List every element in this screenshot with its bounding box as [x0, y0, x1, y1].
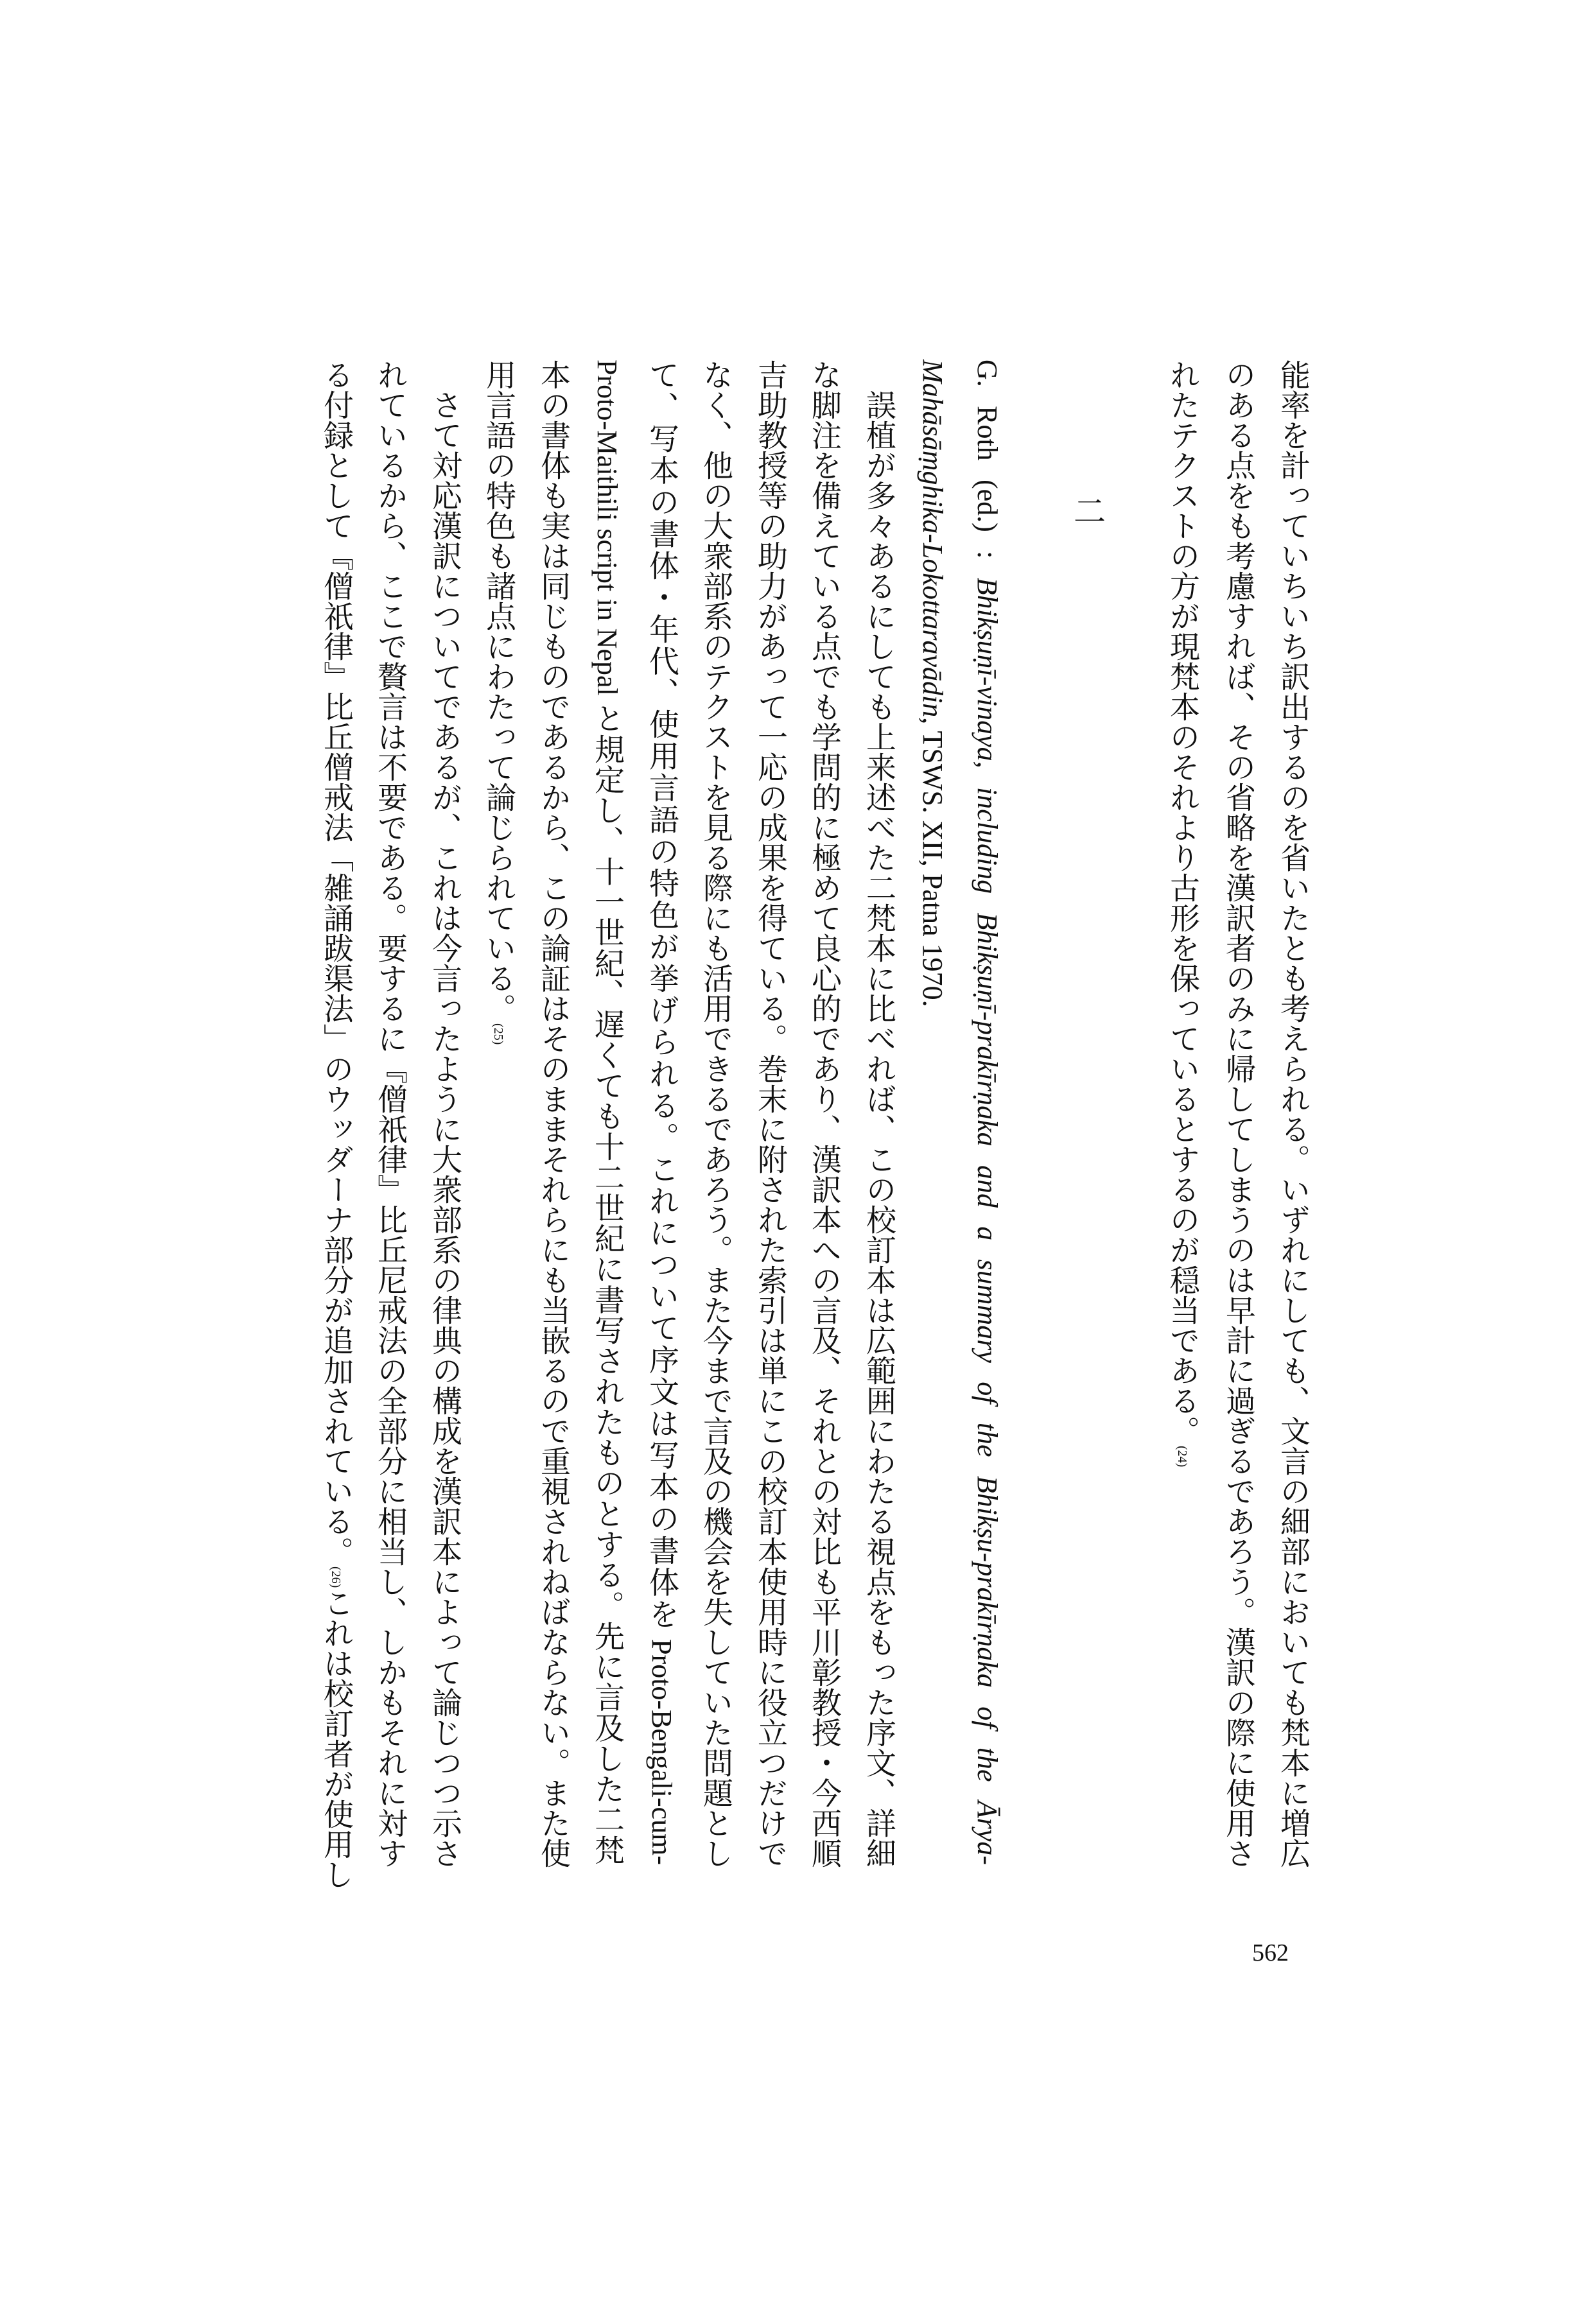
text-column [1155, 360, 1210, 1865]
column-text: れたテクストの方が現梵本のそれより古形を保っているとするのが穏当である。 [1165, 360, 1200, 1446]
section-heading: 二 [1068, 494, 1106, 526]
text-column: れているから、ここで贅言は不要である。要するに『僧祇律』比丘尼戒法の全部分に相当し、しかもそれに対す [372, 360, 408, 1868]
text-column: なく、他の大衆部系のテクストを見る際にも活用できるであろう。また今まで言及の機会を失していた問題とし [698, 360, 733, 1868]
text-column: さて対応漢訳についてであるが、これは今言ったように大衆部系の律典の構成を漢訳本によって論じつつ示さ [427, 390, 462, 1868]
citation-author: G. Roth (ed.) : [972, 360, 1003, 578]
latin-text: Proto-Bengali-cum- [646, 1630, 677, 1865]
bibliography-line [905, 360, 960, 1865]
citation-series: , TSWS. XII, Patna 1970. [917, 717, 948, 1007]
text-column [309, 360, 363, 1890]
column-text: て、写本の書体・年代、使用言語の特色が挙げられる。これについて序文は写本の書体を [644, 360, 679, 1631]
text-column [580, 360, 634, 1865]
text-column: 吉助教授等の助力があって一応の成果を得ている。巻末に附された索引は単にこの校訂本使用時に役立つだけで [753, 360, 788, 1868]
footnote-ref[interactable]: (24) [1175, 1446, 1189, 1468]
bibliography-line [960, 360, 1015, 1865]
column-text: これは校訂者が使用し [318, 1588, 354, 1890]
text-column: のある点をも考慮すれば、その省略を漢訳者のみに帰してしまうのは早計に過ぎるであろう。漢訳の際に使用さ [1221, 360, 1256, 1868]
page-number: 562 [1252, 1939, 1289, 1966]
column-text: 用言語の特色も諸点にわたって論じられている。 [481, 360, 516, 1023]
footnote-ref[interactable]: (25) [491, 1023, 505, 1045]
text-column [634, 360, 689, 1865]
text-column: な脚注を備えている点でも学問的に極めて良心的であり、漢訳本への言及、それとの対比も平川彰教授・今西順 [806, 360, 842, 1868]
column-text: る付録として『僧祇律』比丘僧戒法「雑誦跋渠法」のウッダーナ部分が追加されている。 [318, 360, 354, 1566]
text-column: 本の書体も実は同じものであるから、この論証はそのままそれらにも当嵌るので重視されねばならない。また使 [536, 360, 571, 1868]
citation-title: Bhikṣuṇī-vinaya, including Bhikṣuṇī-prakīrṇaka and a summary of the Bhikṣu-prakīrṇaka of the Ārya- [972, 577, 1003, 1865]
citation-title: Mahāsāṃghika-Lokottaravādin [917, 360, 948, 718]
column-text: と規定し、十一世紀、遅くても十二世紀に書写されたものとする。先に言及した二梵 [589, 703, 625, 1866]
text-column: 能率を計っていちいち訳出するのを省いたとも考えられる。いずれにしても、文言の細部においても梵本に増広 [1275, 360, 1311, 1868]
latin-text: Proto-Maithili script in Nepal [591, 360, 623, 704]
text-column: 誤植が多々あるにしても上来述べた二梵本に比べれば、この校訂本は広範囲にわたる視点をもった序文、詳細 [861, 390, 896, 1868]
text-column [471, 360, 526, 1865]
footnote-ref[interactable]: (26) [329, 1566, 343, 1588]
